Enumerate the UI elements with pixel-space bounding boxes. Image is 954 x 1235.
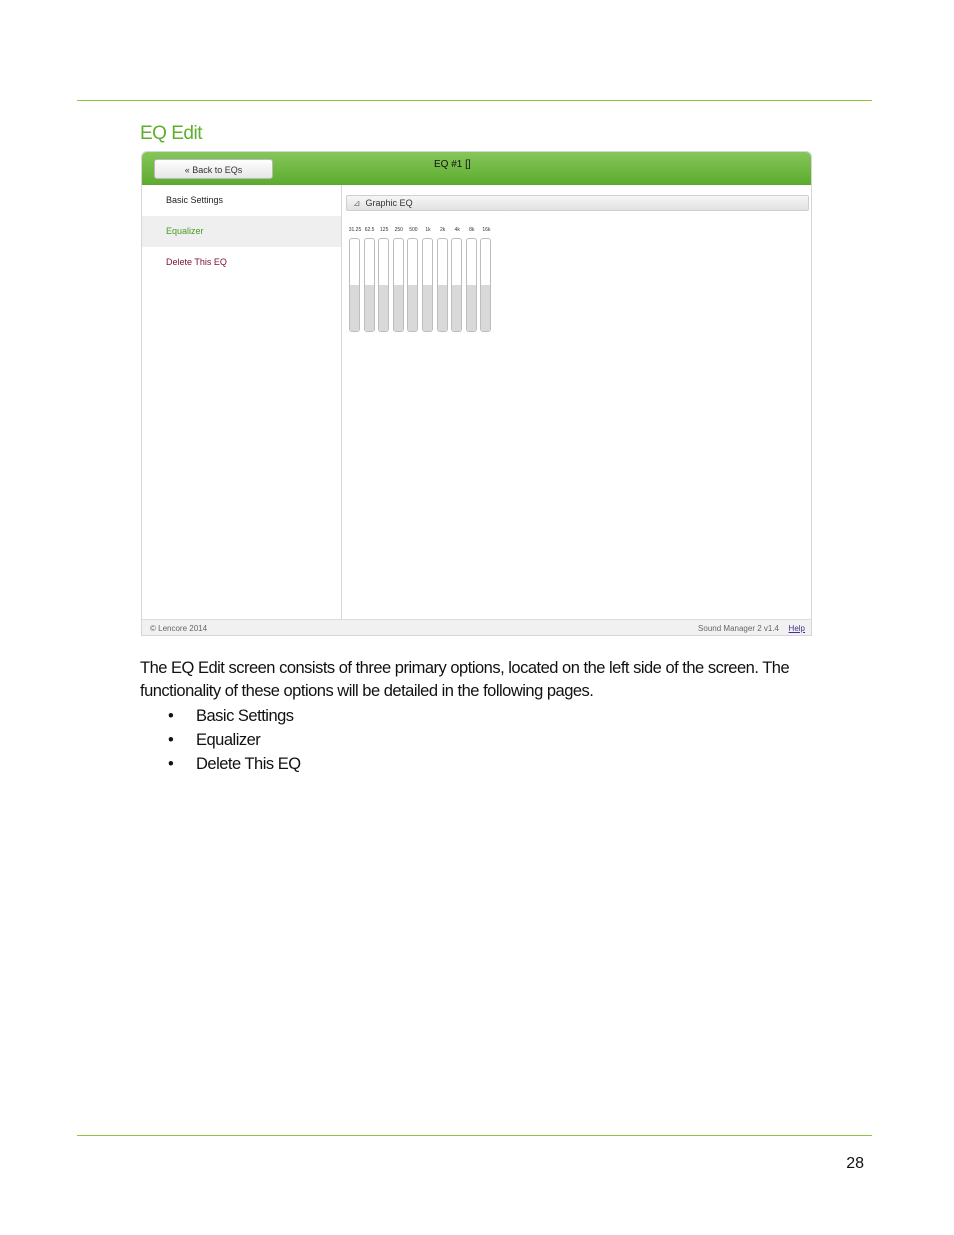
eq-band-slider[interactable] <box>451 238 462 332</box>
eq-band <box>480 226 492 332</box>
sidebar <box>142 185 342 619</box>
eq-band-slider[interactable] <box>407 238 418 332</box>
eq-band-label: 4k <box>454 227 460 233</box>
eq-band-slider[interactable] <box>422 238 433 332</box>
eq-band <box>451 226 463 332</box>
eq-band-slider[interactable] <box>364 238 375 332</box>
eq-band <box>437 226 449 332</box>
collapse-arrow-icon: ⊿ <box>353 198 361 208</box>
sidebar-item-delete-eq[interactable]: Delete This EQ <box>166 257 227 267</box>
graphic-eq-panel-header[interactable] <box>346 195 809 211</box>
list-item: • Delete This EQ <box>140 752 301 776</box>
bullet-icon: • <box>168 731 174 749</box>
eq-band-label: 16k <box>482 227 491 233</box>
eq-band-level <box>379 285 388 331</box>
app-footer <box>142 619 811 636</box>
sidebar-item-equalizer[interactable]: Equalizer <box>142 216 341 247</box>
sidebar-item-basic-settings[interactable]: Basic Settings <box>166 195 224 205</box>
eq-band-label: 1k <box>425 227 431 233</box>
app-header <box>142 152 811 185</box>
top-rule <box>77 100 872 101</box>
bottom-rule <box>77 1135 872 1136</box>
version-text: Sound Manager 2 v1.4 <box>698 624 779 633</box>
back-to-eqs-button[interactable]: « Back to EQs <box>154 159 273 179</box>
bullet-icon: • <box>168 755 174 773</box>
eq-band-slider[interactable] <box>349 238 360 332</box>
list-item: • Equalizer <box>140 728 301 752</box>
eq-band-level <box>452 285 461 331</box>
eq-band-level <box>467 285 476 331</box>
eq-band-slider[interactable] <box>437 238 448 332</box>
eq-band-label: 125 <box>380 227 389 233</box>
eq-title: EQ #1 [] <box>434 159 471 170</box>
eq-band-level <box>481 285 490 331</box>
eq-band <box>422 226 434 332</box>
eq-band <box>393 226 405 332</box>
eq-band-level <box>350 285 359 331</box>
eq-band-label: 2k <box>439 227 446 233</box>
page-number: 28 <box>846 1155 864 1172</box>
eq-band-label: 31.25 <box>348 227 362 233</box>
eq-band-level <box>423 285 432 331</box>
options-list <box>140 704 301 776</box>
eq-band-level <box>438 285 447 331</box>
eq-band <box>349 226 361 332</box>
description-paragraph: The EQ Edit screen consists of three primary options, located on the left side of the screen. The functionality of these options will be detailed in the following pages. <box>140 659 790 700</box>
list-item: • Basic Settings <box>140 704 301 728</box>
eq-band <box>466 226 478 332</box>
eq-band-label: 500 <box>409 227 418 233</box>
eq-edit-screenshot <box>141 151 812 636</box>
copyright-text: © Lencore 2014 <box>150 624 208 633</box>
eq-band-slider[interactable] <box>378 238 389 332</box>
eq-band-label: 62.5 <box>364 227 375 233</box>
eq-band-slider[interactable] <box>466 238 477 332</box>
eq-band-level <box>408 285 417 331</box>
bullet-icon: • <box>168 707 174 725</box>
eq-band-label: 8k <box>469 227 475 233</box>
eq-band-level <box>394 285 403 331</box>
eq-band <box>407 226 419 332</box>
panel-title: Graphic EQ <box>365 198 413 208</box>
eq-band-slider[interactable] <box>480 238 491 332</box>
help-link[interactable]: Help <box>788 624 805 633</box>
eq-band <box>364 226 376 332</box>
section-title: EQ Edit <box>140 123 202 144</box>
eq-band-level <box>365 285 374 331</box>
eq-band-slider[interactable] <box>393 238 404 332</box>
eq-band-label: 250 <box>394 227 403 233</box>
eq-band <box>378 226 390 332</box>
